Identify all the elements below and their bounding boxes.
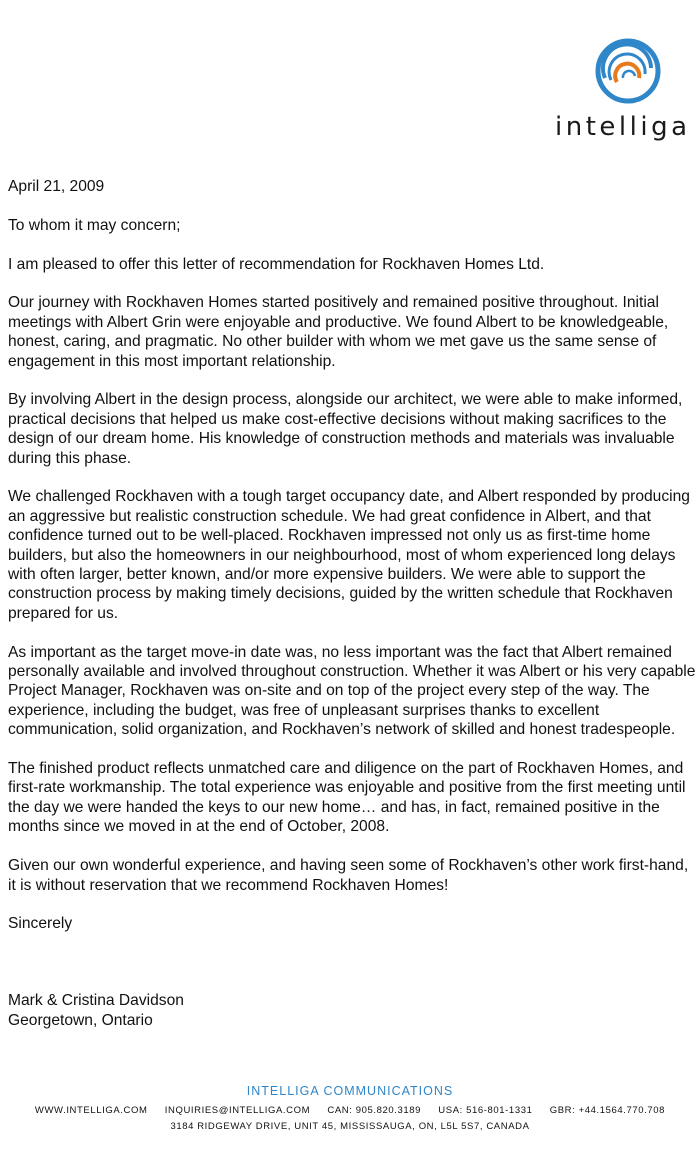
signer-location: Georgetown, Ontario — [8, 1011, 153, 1029]
letter-paragraph: We challenged Rockhaven with a tough target occupancy date, and Albert responded by producing an aggressive but realistic construction schedule. We had great confidence in Albert, and that confidence turned out to be well-placed. Rockhaven impressed not only us as first-time home builders, but also the homeowners in our neighbourhood, most of whom experienced long delays with often larger, better known, and/or more expensive builders. We were able to support the construction process by making timely decisions, guided by the written schedule that Rockhaven prepared for us. — [8, 488, 690, 622]
letter-closing: Sincerely — [8, 915, 73, 933]
intelliga-spiral-logo-icon — [595, 38, 661, 104]
letterhead-footer — [0, 1084, 700, 1132]
letter-paragraph: I am pleased to offer this letter of recommendation for Rockhaven Homes Ltd. — [8, 255, 545, 273]
letter-paragraph: By involving Albert in the design process, alongside our architect, we were able to make informed, practical decisions that helped us make cost-effective decisions without making sacrifices to the design of our dream home. His knowledge of construction methods and materials was invaluable during this phase. — [8, 391, 683, 467]
letter-salutation: To whom it may concern; — [8, 216, 181, 234]
letter-date: April 21, 2009 — [8, 178, 105, 195]
logo-wordmark: intelliga — [555, 112, 691, 142]
company-logo — [555, 38, 700, 142]
letter-body — [8, 177, 698, 1030]
signature-space — [8, 953, 698, 991]
footer-email-link[interactable]: INQUIRIES@INTELLIGA.COM — [164, 1105, 311, 1116]
footer-phone-can: CAN: 905.820.3189 — [327, 1105, 422, 1116]
footer-website-link[interactable]: WWW.INTELLIGA.COM — [34, 1105, 148, 1116]
letter-paragraph: Given our own wonderful experience, and having seen some of Rockhaven’s other work first-hand, it is without reservation that we recommend Rockhaven Homes! — [8, 857, 689, 894]
signer-name: Mark & Cristina Davidson — [8, 992, 184, 1010]
footer-company-name: INTELLIGA COMMUNICATIONS — [246, 1084, 454, 1098]
footer-phone-gbr: GBR: +44.1564.770.708 — [549, 1105, 666, 1116]
letter-paragraph: Our journey with Rockhaven Homes started positively and remained positive throughout. Initial meetings with Albert Grin were enjoyable and productive. We found Albert to be knowledgeable, honest, caring, and pragmatic. No other builder with whom we met gave us the same sense of engagement in this most important relationship. — [8, 294, 669, 370]
footer-address: 3184 RIDGEWAY DRIVE, UNIT 45, MISSISSAUGA, ON, L5L 5S7, CANADA — [170, 1121, 530, 1132]
footer-contacts — [0, 1105, 700, 1116]
letter-paragraph: The finished product reflects unmatched care and diligence on the part of Rockhaven Homes, and first-rate workmanship. The total experience was enjoyable and positive from the first meeting until the day we were handed the keys to our new home… and has, in fact, remained positive in the months since we moved in at the end of October, 2008. — [8, 760, 686, 836]
footer-phone-usa: USA: 516-801-1331 — [438, 1105, 533, 1116]
letter-paragraph: As important as the target move-in date was, no less important was the fact that Albert remained personally available and involved throughout construction. Whether it was Albert or his very capable Project Manager, Rockhaven was on-site and on top of the project every step of the way. The experience, including the budget, was free of unpleasant surprises thanks to excellent communication, solid organization, and Rockhaven’s network of skilled and honest tradespeople. — [8, 643, 696, 739]
